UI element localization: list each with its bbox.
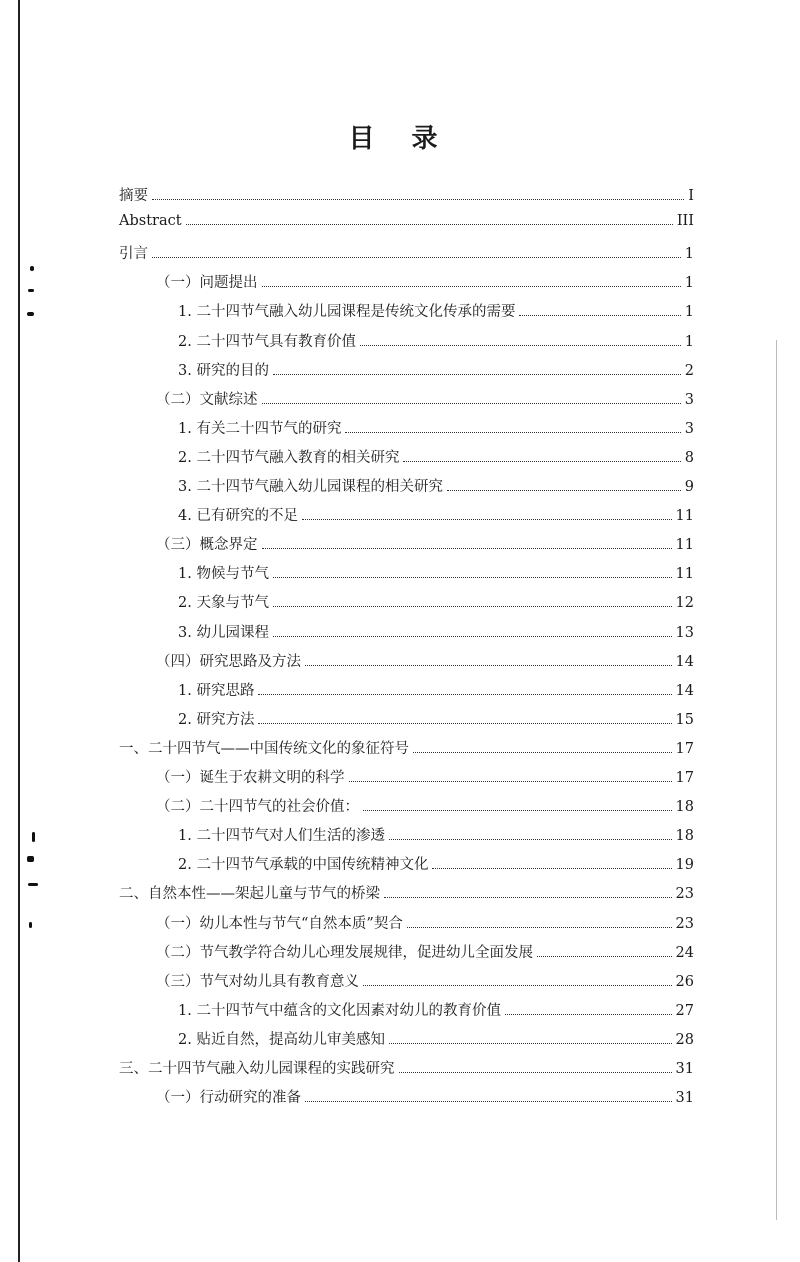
- toc-leader-dots: [152, 199, 684, 200]
- toc-entry[interactable]: [156, 650, 694, 672]
- toc-leader-dots: [262, 286, 681, 287]
- toc-leader-dots: [258, 694, 671, 695]
- toc-entry[interactable]: [178, 504, 694, 526]
- toc-entry-page: 23: [675, 886, 694, 903]
- toc-entry-page: 15: [675, 711, 694, 728]
- toc-entry[interactable]: [119, 213, 694, 235]
- toc-entry-page: 27: [675, 1002, 694, 1019]
- toc-entry-page: 3: [684, 420, 694, 437]
- toc-entry-label: 2. 研究方法: [178, 711, 255, 728]
- toc-entry[interactable]: [156, 1086, 694, 1108]
- toc-entry-page: 11: [675, 508, 694, 525]
- toc-entry[interactable]: [119, 1057, 694, 1079]
- toc-entry-label: （二）文献综述: [156, 391, 258, 408]
- toc-entry[interactable]: [178, 446, 694, 468]
- toc-entry[interactable]: [178, 853, 694, 875]
- scan-speck: [27, 856, 34, 862]
- toc-entry-label: （二）节气教学符合幼儿心理发展规律，促进幼儿全面发展: [156, 944, 533, 961]
- toc-leader-dots: [305, 665, 672, 666]
- toc-entry-label: 1. 有关二十四节气的研究: [178, 420, 342, 437]
- toc-leader-dots: [262, 548, 672, 549]
- toc-entry-page: 1: [684, 275, 694, 292]
- toc-leader-dots: [363, 810, 672, 811]
- toc-entry-page: 2: [684, 362, 694, 379]
- toc-entry-label: 引言: [119, 246, 148, 263]
- toc-leader-dots: [505, 1014, 672, 1015]
- toc-leader-dots: [273, 606, 672, 607]
- toc-entry-page: 26: [675, 973, 694, 990]
- toc-entry-label: 2. 天象与节气: [178, 595, 269, 612]
- toc-entry-label: （一）行动研究的准备: [156, 1090, 301, 1107]
- toc-entry-page: 31: [675, 1090, 694, 1107]
- toc-entry[interactable]: [119, 882, 694, 904]
- toc-entry-label: 1. 二十四节气融入幼儿园课程是传统文化传承的需要: [178, 304, 516, 321]
- toc-entry[interactable]: [178, 999, 694, 1021]
- toc-entry-label: 3. 研究的目的: [178, 362, 269, 379]
- toc-entry-page: 8: [684, 449, 694, 466]
- scan-speck: [27, 312, 34, 316]
- toc-entry-page: 14: [675, 682, 694, 699]
- page-title: 目 录: [348, 124, 452, 154]
- toc-entry-label: （二）二十四节气的社会价值：: [156, 799, 359, 816]
- toc-entry[interactable]: [119, 184, 694, 206]
- toc-entry-page: 14: [675, 653, 694, 670]
- toc-entry[interactable]: [156, 912, 694, 934]
- toc-leader-dots: [262, 403, 681, 404]
- toc-leader-dots: [273, 577, 672, 578]
- toc-entry-page: 28: [675, 1031, 694, 1048]
- scan-speck: [28, 289, 34, 292]
- scan-speck: [32, 832, 35, 842]
- toc-entry[interactable]: [178, 330, 694, 352]
- toc-leader-dots: [399, 1072, 672, 1073]
- toc-entry-label: （三）节气对幼儿具有教育意义: [156, 973, 359, 990]
- toc-entry-label: 三、二十四节气融入幼儿园课程的实践研究: [119, 1061, 395, 1077]
- toc-leader-dots: [152, 257, 681, 258]
- toc-entry-label: 2. 二十四节气融入教育的相关研究: [178, 449, 400, 466]
- toc-entry-label: 1. 物候与节气: [178, 566, 269, 583]
- toc-entry-label: （一）幼儿本性与节气“自然本质”契合: [156, 915, 403, 932]
- toc-entry-label: 1. 二十四节气对人们生活的渗透: [178, 828, 385, 845]
- toc-entry[interactable]: [178, 708, 694, 730]
- toc-entry[interactable]: [178, 824, 694, 846]
- toc-entry-page: 17: [675, 740, 694, 757]
- toc-entry[interactable]: [156, 388, 694, 410]
- toc-entry[interactable]: [156, 533, 694, 555]
- toc-entry-page: 9: [684, 479, 694, 495]
- toc-entry[interactable]: [178, 679, 694, 701]
- toc-entry-label: （一）诞生于农耕文明的科学: [156, 770, 345, 786]
- toc-leader-dots: [273, 374, 681, 375]
- toc-entry-page: 19: [675, 857, 694, 874]
- toc-leader-dots: [389, 839, 672, 840]
- toc-leader-dots: [519, 315, 680, 316]
- toc-entry[interactable]: [178, 562, 694, 584]
- toc-entry-label: 3. 二十四节气融入幼儿园课程的相关研究: [178, 479, 443, 495]
- toc-entry-page: 18: [675, 828, 694, 845]
- toc-entry[interactable]: [156, 970, 694, 992]
- toc-entry-label: （三）概念界定: [156, 537, 258, 554]
- toc-entry-page: 1: [684, 304, 694, 321]
- toc-entry[interactable]: [156, 271, 694, 293]
- toc-leader-dots: [349, 781, 672, 782]
- toc-leader-dots: [186, 224, 673, 225]
- toc-leader-dots: [363, 985, 672, 986]
- toc-entry-label: Abstract: [119, 213, 182, 230]
- toc-entry[interactable]: [178, 1028, 694, 1050]
- toc-leader-dots: [447, 490, 681, 491]
- toc-entry-page: 31: [675, 1061, 694, 1077]
- toc-entry-label: （一）问题提出: [156, 275, 258, 292]
- toc-entry-label: 4. 已有研究的不足: [178, 508, 298, 525]
- toc-leader-dots: [273, 636, 672, 637]
- toc-entry-page: 12: [675, 595, 694, 612]
- toc-leader-dots: [389, 1043, 672, 1044]
- toc-entry-page: I: [688, 188, 694, 204]
- toc-entry[interactable]: [156, 766, 694, 788]
- toc-entry-page: 17: [675, 770, 694, 786]
- toc-entry[interactable]: [178, 417, 694, 439]
- toc-leader-dots: [537, 956, 672, 957]
- scan-border-line: [18, 0, 20, 1262]
- toc-entry-page: 11: [675, 566, 694, 583]
- scan-margin-line: [776, 340, 777, 1220]
- toc-entry-label: 二、自然本性——架起儿童与节气的桥梁: [119, 886, 380, 903]
- toc-leader-dots: [413, 752, 672, 753]
- toc-entry-page: 24: [675, 944, 694, 961]
- toc-entry-page: 18: [675, 799, 694, 816]
- toc-entry[interactable]: [178, 300, 694, 322]
- toc-entry-page: 1: [684, 246, 694, 263]
- scan-speck: [30, 266, 34, 271]
- toc-leader-dots: [302, 519, 672, 520]
- toc-entry[interactable]: [119, 242, 694, 264]
- toc-entry-label: 3. 幼儿园课程: [178, 624, 269, 641]
- toc-entry-page: 1: [684, 333, 694, 350]
- scan-speck: [28, 883, 38, 886]
- toc-entry[interactable]: [178, 359, 694, 381]
- toc-entry-label: 一、二十四节气——中国传统文化的象征符号: [119, 740, 409, 757]
- toc-leader-dots: [407, 927, 672, 928]
- toc-entry-label: 2. 贴近自然，提高幼儿审美感知: [178, 1031, 385, 1048]
- toc-leader-dots: [432, 868, 671, 869]
- toc-entry-label: 2. 二十四节气具有教育价值: [178, 333, 356, 350]
- toc-leader-dots: [360, 345, 681, 346]
- toc-entry[interactable]: [119, 737, 694, 759]
- toc-entry-label: 1. 研究思路: [178, 682, 255, 699]
- toc-entry-page: III: [676, 213, 694, 230]
- toc-entry[interactable]: [178, 475, 694, 497]
- toc-entry-page: 23: [675, 915, 694, 932]
- scan-speck: [29, 922, 32, 928]
- toc-leader-dots: [345, 432, 680, 433]
- toc-leader-dots: [258, 723, 671, 724]
- toc-entry[interactable]: [178, 591, 694, 613]
- toc-entry[interactable]: [156, 941, 694, 963]
- toc-leader-dots: [305, 1101, 672, 1102]
- toc-entry-label: （四）研究思路及方法: [156, 653, 301, 670]
- toc-entry-label: 2. 二十四节气承载的中国传统精神文化: [178, 857, 429, 874]
- toc-entry-page: 3: [684, 391, 694, 408]
- toc-entry[interactable]: [178, 621, 694, 643]
- toc-entry-page: 13: [675, 624, 694, 641]
- toc-entry-page: 11: [675, 537, 694, 554]
- toc-leader-dots: [384, 897, 672, 898]
- toc-leader-dots: [403, 461, 680, 462]
- toc-entry-label: 1. 二十四节气中蕴含的文化因素对幼儿的教育价值: [178, 1002, 501, 1019]
- toc-entry[interactable]: [156, 795, 694, 817]
- toc-entry-label: 摘要: [119, 188, 148, 204]
